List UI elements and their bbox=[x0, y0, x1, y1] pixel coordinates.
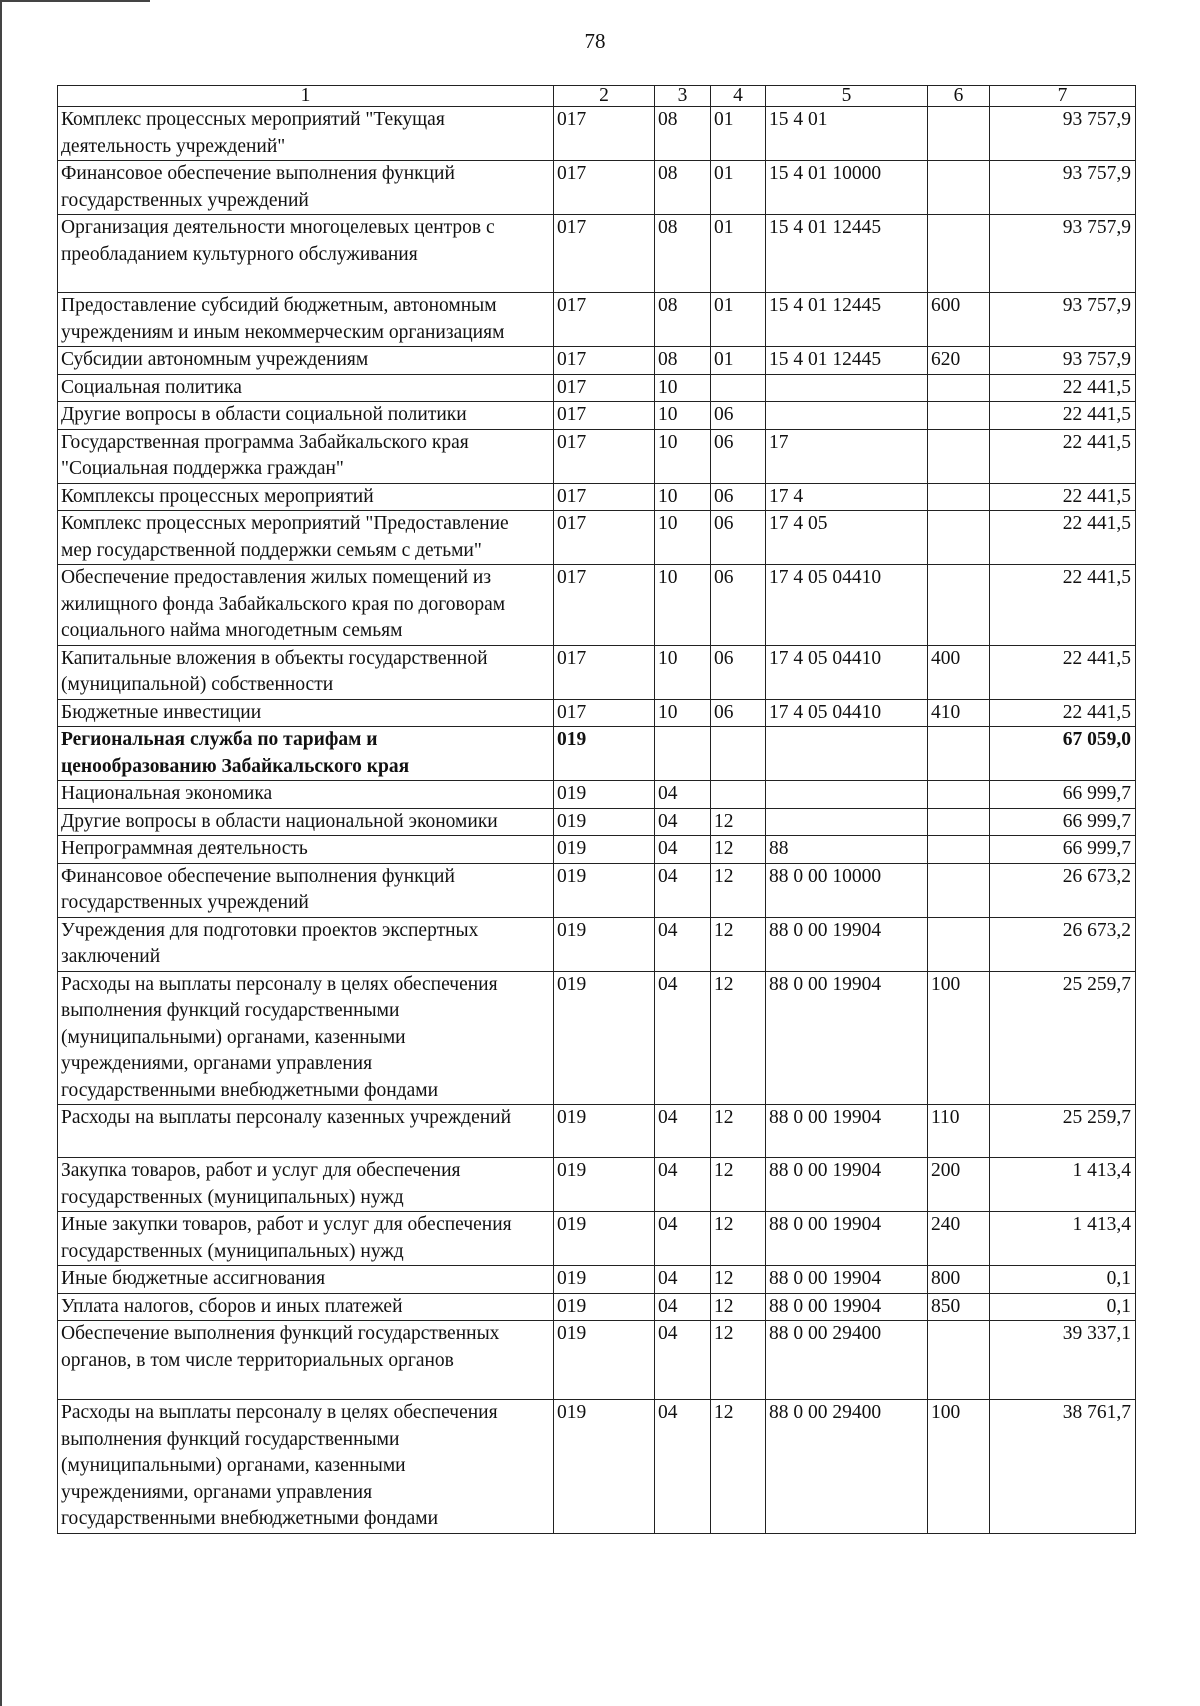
row-cell-col3: 04 bbox=[655, 1212, 711, 1266]
row-cell-col3: 10 bbox=[655, 374, 711, 402]
row-cell-col6 bbox=[928, 429, 990, 483]
row-name-cell: Иные закупки товаров, работ и услуг для обеспечения государственных (муниципальных) нужд bbox=[58, 1212, 554, 1266]
row-cell-col2: 017 bbox=[554, 402, 655, 430]
row-cell-col7: 25 259,7 bbox=[990, 971, 1136, 1105]
row-cell-col5: 17 4 05 04410 bbox=[766, 645, 928, 699]
row-cell-col2: 017 bbox=[554, 347, 655, 375]
row-cell-col7: 22 441,5 bbox=[990, 699, 1136, 727]
row-cell-col6 bbox=[928, 161, 990, 215]
row-name-cell: Капитальные вложения в объекты государственной (муниципальной) собственности bbox=[58, 645, 554, 699]
row-cell-col4: 06 bbox=[711, 565, 766, 646]
row-cell-col6 bbox=[928, 215, 990, 293]
row-cell-col3: 10 bbox=[655, 699, 711, 727]
row-cell-col6: 100 bbox=[928, 1400, 990, 1534]
table-row bbox=[58, 727, 1136, 781]
row-cell-col2: 017 bbox=[554, 699, 655, 727]
row-cell-col7: 93 757,9 bbox=[990, 215, 1136, 293]
row-cell-col7: 25 259,7 bbox=[990, 1105, 1136, 1158]
table-row bbox=[58, 483, 1136, 511]
row-cell-col7: 26 673,2 bbox=[990, 863, 1136, 917]
row-cell-col4 bbox=[711, 781, 766, 809]
row-cell-col5: 15 4 01 10000 bbox=[766, 161, 928, 215]
row-name-cell: Социальная политика bbox=[58, 374, 554, 402]
row-cell-col3: 10 bbox=[655, 429, 711, 483]
row-cell-col7: 66 999,7 bbox=[990, 781, 1136, 809]
row-cell-col2: 017 bbox=[554, 293, 655, 347]
row-cell-col7: 39 337,1 bbox=[990, 1321, 1136, 1400]
column-header: 2 bbox=[554, 86, 655, 107]
row-cell-col4: 01 bbox=[711, 161, 766, 215]
table-row bbox=[58, 1158, 1136, 1212]
row-cell-col3: 04 bbox=[655, 1266, 711, 1294]
row-cell-col2: 019 bbox=[554, 1105, 655, 1158]
row-name-cell: Финансовое обеспечение выполнения функций государственных учреждений bbox=[58, 161, 554, 215]
row-cell-col4: 01 bbox=[711, 107, 766, 161]
row-cell-col4: 12 bbox=[711, 1212, 766, 1266]
row-cell-col3 bbox=[655, 727, 711, 781]
row-cell-col3: 04 bbox=[655, 1321, 711, 1400]
row-name-cell: Уплата налогов, сборов и иных платежей bbox=[58, 1293, 554, 1321]
row-cell-col3: 04 bbox=[655, 808, 711, 836]
row-cell-col5: 88 0 00 29400 bbox=[766, 1400, 928, 1534]
table-row bbox=[58, 429, 1136, 483]
row-cell-col4: 12 bbox=[711, 1400, 766, 1534]
row-name-cell: Комплекс процессных мероприятий "Предоставление мер государственной поддержки семьям с детьми" bbox=[58, 511, 554, 565]
row-cell-col4: 12 bbox=[711, 1266, 766, 1294]
table-row bbox=[58, 374, 1136, 402]
row-cell-col3: 08 bbox=[655, 161, 711, 215]
budget-table bbox=[57, 85, 1136, 1534]
row-cell-col7: 1 413,4 bbox=[990, 1158, 1136, 1212]
row-cell-col6 bbox=[928, 374, 990, 402]
row-cell-col5 bbox=[766, 727, 928, 781]
row-cell-col3: 04 bbox=[655, 1158, 711, 1212]
row-cell-col7: 93 757,9 bbox=[990, 107, 1136, 161]
row-cell-col7: 22 441,5 bbox=[990, 483, 1136, 511]
row-cell-col4: 06 bbox=[711, 402, 766, 430]
row-cell-col2: 017 bbox=[554, 161, 655, 215]
row-cell-col6 bbox=[928, 511, 990, 565]
row-cell-col2: 017 bbox=[554, 429, 655, 483]
table-row bbox=[58, 161, 1136, 215]
row-cell-col4: 01 bbox=[711, 347, 766, 375]
row-cell-col6 bbox=[928, 917, 990, 971]
row-cell-col4: 06 bbox=[711, 429, 766, 483]
row-cell-col2: 017 bbox=[554, 374, 655, 402]
row-cell-col4: 06 bbox=[711, 645, 766, 699]
row-cell-col6 bbox=[928, 863, 990, 917]
row-cell-col4: 06 bbox=[711, 483, 766, 511]
row-cell-col4: 12 bbox=[711, 917, 766, 971]
page-number: 78 bbox=[584, 29, 606, 53]
row-cell-col2: 017 bbox=[554, 107, 655, 161]
row-cell-col6 bbox=[928, 727, 990, 781]
row-cell-col7: 22 441,5 bbox=[990, 565, 1136, 646]
row-name-cell: Расходы на выплаты персоналу казенных учреждений bbox=[58, 1105, 554, 1158]
row-name-cell: Другие вопросы в области социальной политики bbox=[58, 402, 554, 430]
row-cell-col3: 10 bbox=[655, 565, 711, 646]
row-cell-col5: 88 0 00 19904 bbox=[766, 1212, 928, 1266]
row-cell-col5: 88 0 00 19904 bbox=[766, 1105, 928, 1158]
row-cell-col2: 019 bbox=[554, 781, 655, 809]
row-cell-col3: 10 bbox=[655, 483, 711, 511]
row-cell-col6 bbox=[928, 107, 990, 161]
row-cell-col5: 88 0 00 19904 bbox=[766, 1266, 928, 1294]
row-cell-col2: 019 bbox=[554, 1266, 655, 1294]
row-cell-col3: 10 bbox=[655, 511, 711, 565]
row-cell-col7: 22 441,5 bbox=[990, 645, 1136, 699]
row-cell-col2: 017 bbox=[554, 645, 655, 699]
row-cell-col5: 17 4 05 04410 bbox=[766, 565, 928, 646]
row-cell-col6 bbox=[928, 402, 990, 430]
row-cell-col5 bbox=[766, 374, 928, 402]
row-cell-col5: 17 4 bbox=[766, 483, 928, 511]
row-cell-col5: 15 4 01 12445 bbox=[766, 347, 928, 375]
row-cell-col7: 93 757,9 bbox=[990, 293, 1136, 347]
row-cell-col2: 019 bbox=[554, 971, 655, 1105]
row-cell-col4 bbox=[711, 374, 766, 402]
row-cell-col7: 0,1 bbox=[990, 1266, 1136, 1294]
row-cell-col7: 93 757,9 bbox=[990, 161, 1136, 215]
column-header: 3 bbox=[655, 86, 711, 107]
row-cell-col5 bbox=[766, 402, 928, 430]
row-cell-col3: 04 bbox=[655, 781, 711, 809]
row-cell-col4: 12 bbox=[711, 1321, 766, 1400]
row-cell-col5: 88 bbox=[766, 836, 928, 864]
row-cell-col2: 019 bbox=[554, 836, 655, 864]
row-name-cell: Учреждения для подготовки проектов экспертных заключений bbox=[58, 917, 554, 971]
header-row bbox=[58, 86, 1136, 107]
row-name-cell: Бюджетные инвестиции bbox=[58, 699, 554, 727]
table-row bbox=[58, 1321, 1136, 1400]
row-cell-col3: 10 bbox=[655, 645, 711, 699]
column-header: 5 bbox=[766, 86, 928, 107]
row-cell-col6: 400 bbox=[928, 645, 990, 699]
row-name-cell: Предоставление субсидий бюджетным, автономным учреждениям и иным некоммерческим организациям bbox=[58, 293, 554, 347]
row-cell-col2: 019 bbox=[554, 863, 655, 917]
row-cell-col7: 0,1 bbox=[990, 1293, 1136, 1321]
row-cell-col3: 04 bbox=[655, 1105, 711, 1158]
row-cell-col6 bbox=[928, 836, 990, 864]
row-cell-col3: 10 bbox=[655, 402, 711, 430]
row-cell-col4: 12 bbox=[711, 1158, 766, 1212]
row-cell-col2: 017 bbox=[554, 483, 655, 511]
row-cell-col4: 12 bbox=[711, 836, 766, 864]
row-cell-col2: 019 bbox=[554, 1400, 655, 1534]
scan-left-edge bbox=[0, 0, 2, 1706]
row-cell-col7: 22 441,5 bbox=[990, 374, 1136, 402]
row-cell-col4: 12 bbox=[711, 863, 766, 917]
row-cell-col7: 1 413,4 bbox=[990, 1212, 1136, 1266]
table-row bbox=[58, 917, 1136, 971]
table-row bbox=[58, 781, 1136, 809]
row-name-cell: Комплекс процессных мероприятий "Текущая деятельность учреждений" bbox=[58, 107, 554, 161]
row-cell-col4: 06 bbox=[711, 699, 766, 727]
row-cell-col5 bbox=[766, 781, 928, 809]
row-cell-col4: 01 bbox=[711, 215, 766, 293]
table-row bbox=[58, 1212, 1136, 1266]
column-header: 6 bbox=[928, 86, 990, 107]
row-name-cell: Другие вопросы в области национальной экономики bbox=[58, 808, 554, 836]
row-cell-col3: 04 bbox=[655, 971, 711, 1105]
row-cell-col6: 620 bbox=[928, 347, 990, 375]
row-cell-col6 bbox=[928, 1321, 990, 1400]
row-cell-col4 bbox=[711, 727, 766, 781]
column-header: 4 bbox=[711, 86, 766, 107]
row-cell-col3: 08 bbox=[655, 293, 711, 347]
column-header: 7 bbox=[990, 86, 1136, 107]
table-row bbox=[58, 215, 1136, 293]
table-row bbox=[58, 1400, 1136, 1534]
row-cell-col3: 04 bbox=[655, 1293, 711, 1321]
row-cell-col5: 17 4 05 04410 bbox=[766, 699, 928, 727]
row-cell-col2: 019 bbox=[554, 1212, 655, 1266]
table-row bbox=[58, 565, 1136, 646]
row-cell-col7: 26 673,2 bbox=[990, 917, 1136, 971]
table-row bbox=[58, 511, 1136, 565]
row-cell-col3: 04 bbox=[655, 917, 711, 971]
row-cell-col5: 88 0 00 19904 bbox=[766, 1158, 928, 1212]
row-cell-col2: 017 bbox=[554, 565, 655, 646]
row-cell-col2: 019 bbox=[554, 1293, 655, 1321]
row-cell-col6: 600 bbox=[928, 293, 990, 347]
row-cell-col5: 15 4 01 12445 bbox=[766, 215, 928, 293]
table-body bbox=[58, 107, 1136, 1534]
row-cell-col7: 66 999,7 bbox=[990, 808, 1136, 836]
row-cell-col7: 22 441,5 bbox=[990, 402, 1136, 430]
row-cell-col2: 019 bbox=[554, 1321, 655, 1400]
row-name-cell: Обеспечение выполнения функций государственных органов, в том числе территориальных органов bbox=[58, 1321, 554, 1400]
row-name-cell: Иные бюджетные ассигнования bbox=[58, 1266, 554, 1294]
row-cell-col6: 200 bbox=[928, 1158, 990, 1212]
row-name-cell: Региональная служба по тарифам и ценообразованию Забайкальского края bbox=[58, 727, 554, 781]
table-row bbox=[58, 808, 1136, 836]
row-cell-col5: 88 0 00 29400 bbox=[766, 1321, 928, 1400]
row-name-cell: Расходы на выплаты персоналу в целях обеспечения выполнения функций государственными (муниципальными) органами, казенными учреждениями, органами управления государственными внебюджетными фондами bbox=[58, 1400, 554, 1534]
row-cell-col5: 17 bbox=[766, 429, 928, 483]
table-row bbox=[58, 1266, 1136, 1294]
scan-top-edge bbox=[0, 0, 150, 2]
table-row bbox=[58, 107, 1136, 161]
row-cell-col5: 88 0 00 19904 bbox=[766, 971, 928, 1105]
row-cell-col2: 019 bbox=[554, 1158, 655, 1212]
table-row bbox=[58, 347, 1136, 375]
row-cell-col5 bbox=[766, 808, 928, 836]
row-cell-col7: 66 999,7 bbox=[990, 836, 1136, 864]
row-cell-col4: 12 bbox=[711, 808, 766, 836]
row-cell-col4: 06 bbox=[711, 511, 766, 565]
table-row bbox=[58, 1293, 1136, 1321]
table-row bbox=[58, 971, 1136, 1105]
row-cell-col4: 01 bbox=[711, 293, 766, 347]
table-row bbox=[58, 293, 1136, 347]
row-cell-col4: 12 bbox=[711, 971, 766, 1105]
row-cell-col5: 88 0 00 10000 bbox=[766, 863, 928, 917]
row-cell-col3: 04 bbox=[655, 1400, 711, 1534]
row-name-cell: Комплексы процессных мероприятий bbox=[58, 483, 554, 511]
row-cell-col5: 15 4 01 12445 bbox=[766, 293, 928, 347]
row-cell-col6: 100 bbox=[928, 971, 990, 1105]
row-cell-col7: 22 441,5 bbox=[990, 511, 1136, 565]
row-cell-col7: 38 761,7 bbox=[990, 1400, 1136, 1534]
row-name-cell: Непрограммная деятельность bbox=[58, 836, 554, 864]
table-row bbox=[58, 699, 1136, 727]
table-row bbox=[58, 645, 1136, 699]
row-cell-col3: 04 bbox=[655, 836, 711, 864]
row-name-cell: Организация деятельности многоцелевых центров с преобладанием культурного обслуживания bbox=[58, 215, 554, 293]
row-cell-col7: 67 059,0 bbox=[990, 727, 1136, 781]
table-row bbox=[58, 863, 1136, 917]
table-row bbox=[58, 836, 1136, 864]
row-cell-col6 bbox=[928, 483, 990, 511]
row-cell-col6: 410 bbox=[928, 699, 990, 727]
row-cell-col6 bbox=[928, 565, 990, 646]
row-name-cell: Закупка товаров, работ и услуг для обеспечения государственных (муниципальных) нужд bbox=[58, 1158, 554, 1212]
row-name-cell: Обеспечение предоставления жилых помещений из жилищного фонда Забайкальского края по договорам социального найма многодетным семьям bbox=[58, 565, 554, 646]
row-cell-col5: 88 0 00 19904 bbox=[766, 1293, 928, 1321]
row-cell-col6 bbox=[928, 808, 990, 836]
row-cell-col2: 019 bbox=[554, 727, 655, 781]
row-cell-col2: 019 bbox=[554, 917, 655, 971]
row-name-cell: Финансовое обеспечение выполнения функций государственных учреждений bbox=[58, 863, 554, 917]
table-row bbox=[58, 402, 1136, 430]
row-cell-col3: 04 bbox=[655, 863, 711, 917]
row-cell-col5: 88 0 00 19904 bbox=[766, 917, 928, 971]
row-cell-col2: 017 bbox=[554, 215, 655, 293]
row-cell-col2: 017 bbox=[554, 511, 655, 565]
row-cell-col5: 15 4 01 bbox=[766, 107, 928, 161]
row-cell-col6: 850 bbox=[928, 1293, 990, 1321]
row-name-cell: Государственная программа Забайкальского края "Социальная поддержка граждан" bbox=[58, 429, 554, 483]
row-cell-col7: 22 441,5 bbox=[990, 429, 1136, 483]
table-row bbox=[58, 1105, 1136, 1158]
row-cell-col3: 08 bbox=[655, 215, 711, 293]
row-name-cell: Субсидии автономным учреждениям bbox=[58, 347, 554, 375]
row-cell-col4: 12 bbox=[711, 1293, 766, 1321]
row-cell-col2: 019 bbox=[554, 808, 655, 836]
row-name-cell: Расходы на выплаты персоналу в целях обеспечения выполнения функций государственными (муниципальными) органами, казенными учреждениями, органами управления государственными внебюджетными фондами bbox=[58, 971, 554, 1105]
row-cell-col6 bbox=[928, 781, 990, 809]
row-cell-col6: 110 bbox=[928, 1105, 990, 1158]
row-cell-col7: 93 757,9 bbox=[990, 347, 1136, 375]
row-name-cell: Национальная экономика bbox=[58, 781, 554, 809]
row-cell-col6: 800 bbox=[928, 1266, 990, 1294]
column-header: 1 bbox=[58, 86, 554, 107]
row-cell-col3: 08 bbox=[655, 347, 711, 375]
row-cell-col3: 08 bbox=[655, 107, 711, 161]
row-cell-col4: 12 bbox=[711, 1105, 766, 1158]
row-cell-col6: 240 bbox=[928, 1212, 990, 1266]
row-cell-col5: 17 4 05 bbox=[766, 511, 928, 565]
